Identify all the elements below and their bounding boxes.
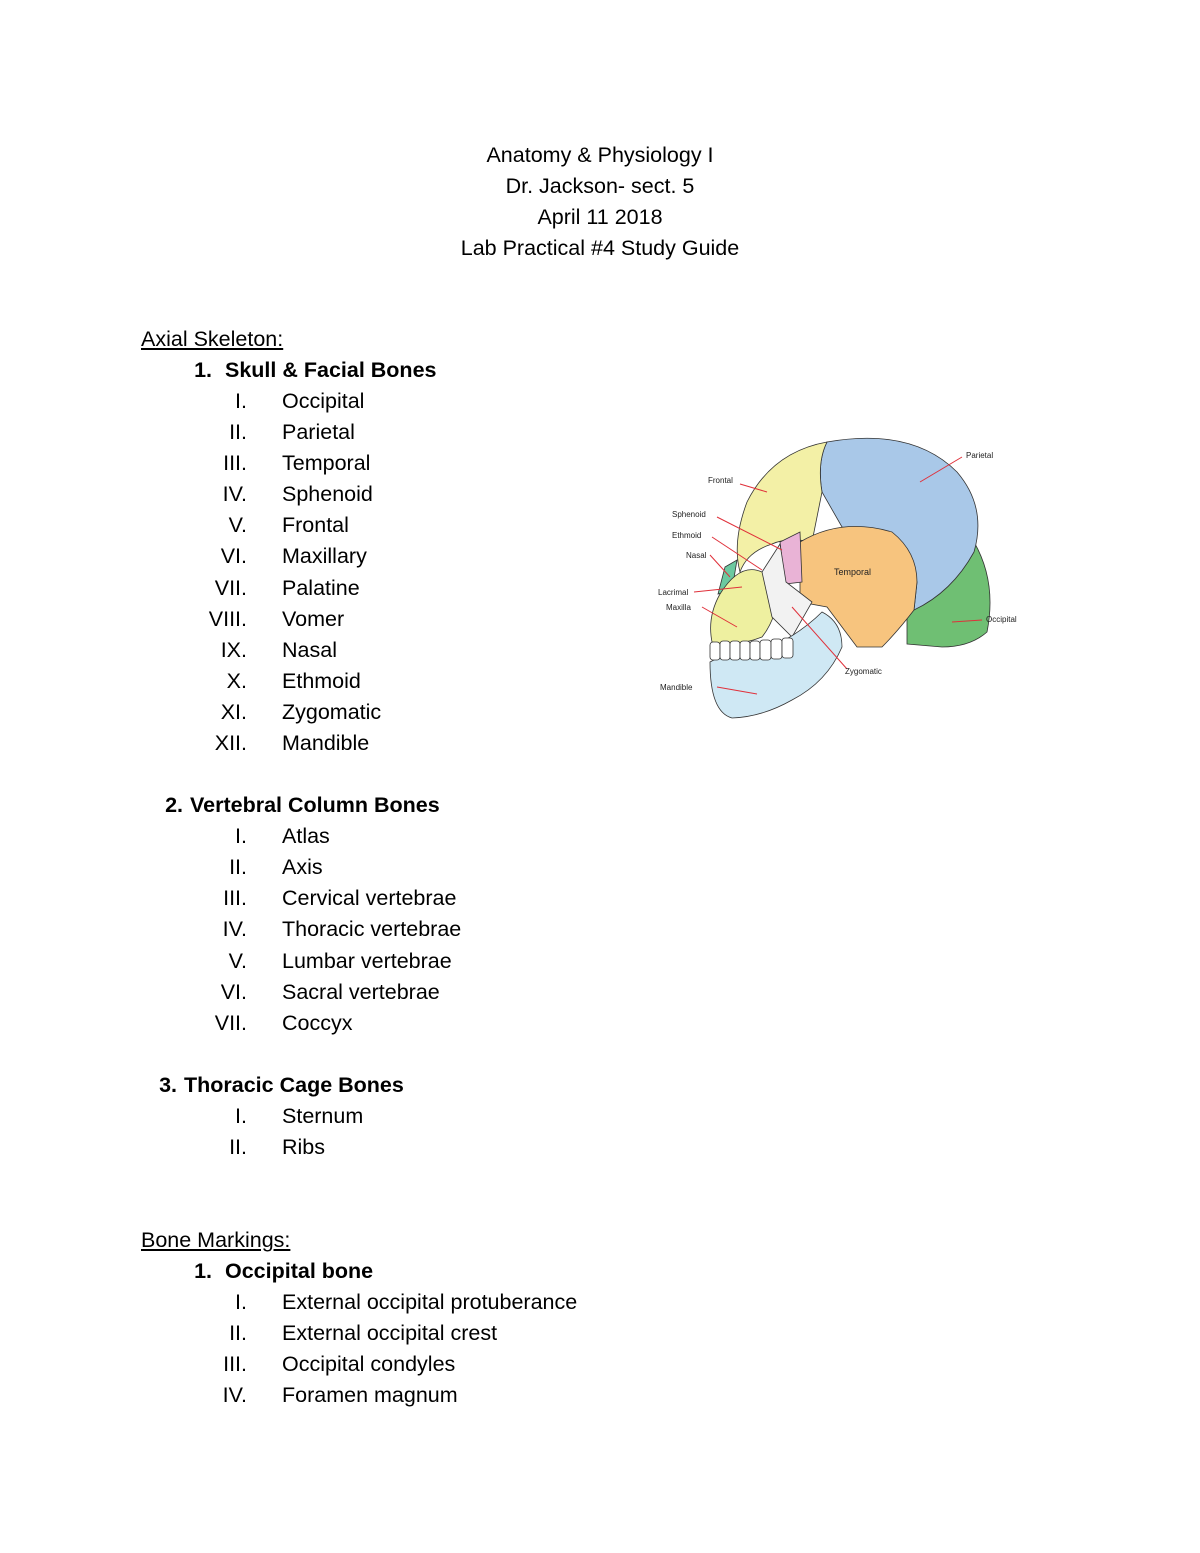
roman-numeral: VI. xyxy=(220,544,247,569)
label-sphenoid: Sphenoid xyxy=(672,510,706,519)
list-item xyxy=(141,697,461,728)
list-item xyxy=(141,914,461,945)
date-line: April 11 2018 xyxy=(537,205,663,229)
list-item xyxy=(141,510,461,541)
item-text: Occipital xyxy=(282,389,365,413)
axial-skeleton-heading: Axial Skeleton: xyxy=(141,327,284,351)
roman-numeral: I. xyxy=(235,824,247,849)
roman-numeral: VI. xyxy=(220,979,247,1004)
label-temporal: Temporal xyxy=(834,567,872,577)
item-text: Cervical vertebrae xyxy=(282,886,457,911)
label-zygomatic: Zygomatic xyxy=(845,667,882,676)
item-text: Sphenoid xyxy=(282,482,373,507)
roman-numeral: I. xyxy=(235,389,247,413)
document-header xyxy=(0,140,1200,264)
list-heading-skull xyxy=(141,355,461,386)
item-text: Parietal xyxy=(282,420,355,445)
item-text: Maxillary xyxy=(282,544,367,569)
item-text: Frontal xyxy=(282,513,349,538)
label-ethmoid: Ethmoid xyxy=(672,531,702,540)
roman-numeral: IV. xyxy=(222,1383,247,1408)
teeth xyxy=(710,638,793,660)
item-text: Vomer xyxy=(282,606,345,631)
list-item xyxy=(141,1318,577,1349)
item-text: Mandible xyxy=(282,731,370,756)
item-text: Axis xyxy=(282,855,323,880)
roman-numeral: I. xyxy=(235,1103,247,1128)
item-text: External occipital protuberance xyxy=(282,1290,578,1314)
list-item xyxy=(141,946,461,977)
list-number: 1. xyxy=(194,358,212,382)
item-text: Sternum xyxy=(282,1103,364,1128)
bone-markings-section xyxy=(141,1225,577,1411)
roman-numeral: II. xyxy=(229,420,247,445)
document-title: Lab Practical #4 Study Guide xyxy=(460,236,740,260)
vertebral-bones-list xyxy=(141,821,461,1039)
roman-numeral: VII. xyxy=(214,575,247,600)
occipital-markings-list xyxy=(141,1287,577,1411)
label-lacrimal: Lacrimal xyxy=(658,588,689,597)
item-text: External occipital crest xyxy=(282,1321,498,1346)
roman-numeral: IV. xyxy=(222,917,247,942)
list-item xyxy=(141,604,461,635)
list-heading-vertebral xyxy=(141,790,461,821)
list-item xyxy=(141,821,461,852)
list-item xyxy=(141,977,461,1008)
list-item xyxy=(141,417,461,448)
list-heading-occipital xyxy=(141,1256,577,1287)
skull-bones-list xyxy=(141,386,461,759)
list-title: Skull & Facial Bones xyxy=(225,358,437,382)
label-nasal: Nasal xyxy=(686,551,707,560)
item-text: Temporal xyxy=(282,451,371,476)
label-occipital: Occipital xyxy=(986,615,1017,624)
thoracic-bones-list xyxy=(141,1101,461,1163)
list-item xyxy=(141,573,461,604)
list-item xyxy=(141,883,461,914)
roman-numeral: IX. xyxy=(220,637,247,662)
bone-markings-heading: Bone Markings: xyxy=(141,1228,291,1252)
roman-numeral: I. xyxy=(235,1290,247,1314)
roman-numeral: II. xyxy=(229,855,247,880)
roman-numeral: VIII. xyxy=(208,606,247,631)
label-maxilla: Maxilla xyxy=(666,603,691,612)
label-parietal: Parietal xyxy=(966,451,994,460)
list-item xyxy=(141,635,461,666)
list-item xyxy=(141,386,461,417)
item-text: Lumbar vertebrae xyxy=(282,948,452,973)
roman-numeral: II. xyxy=(229,1321,247,1346)
list-item xyxy=(141,1132,461,1163)
roman-numeral: XI. xyxy=(220,699,247,724)
item-text: Ribs xyxy=(282,1134,326,1159)
item-text: Thoracic vertebrae xyxy=(282,917,462,942)
list-title: Vertebral Column Bones xyxy=(190,793,440,818)
list-title: Thoracic Cage Bones xyxy=(184,1072,404,1097)
list-item xyxy=(141,1008,461,1039)
list-title: Occipital bone xyxy=(225,1259,374,1283)
item-text: Zygomatic xyxy=(282,699,382,724)
label-frontal: Frontal xyxy=(708,476,733,485)
roman-numeral: III. xyxy=(223,451,247,476)
label-mandible: Mandible xyxy=(660,683,693,692)
item-text: Sacral vertebrae xyxy=(282,979,440,1004)
roman-numeral: II. xyxy=(229,1134,247,1159)
roman-numeral: V. xyxy=(228,948,247,973)
course-name: Anatomy & Physiology I xyxy=(486,143,714,167)
list-item xyxy=(141,448,461,479)
instructor-line: Dr. Jackson- sect. 5 xyxy=(505,174,695,198)
roman-numeral: VII. xyxy=(214,1010,247,1035)
list-item xyxy=(141,479,461,510)
item-text: Coccyx xyxy=(282,1010,353,1035)
roman-numeral: III. xyxy=(223,886,247,911)
roman-numeral: V. xyxy=(228,513,247,538)
roman-numeral: III. xyxy=(223,1352,247,1377)
item-text: Palatine xyxy=(282,575,360,600)
roman-numeral: XII. xyxy=(214,731,247,756)
skull-diagram xyxy=(652,432,1032,724)
axial-skeleton-section xyxy=(141,324,461,1163)
list-heading-thoracic xyxy=(141,1070,461,1101)
item-text: Occipital condyles xyxy=(282,1352,456,1377)
list-item xyxy=(141,1287,577,1318)
item-text: Nasal xyxy=(282,637,337,662)
list-item xyxy=(141,728,461,759)
list-item xyxy=(141,852,461,883)
list-item xyxy=(141,541,461,572)
list-number: 1. xyxy=(194,1259,212,1283)
list-item xyxy=(141,1380,577,1411)
roman-numeral: IV. xyxy=(222,482,247,507)
roman-numeral: X. xyxy=(226,668,247,693)
list-number: 2. xyxy=(165,793,183,818)
list-number: 3. xyxy=(159,1072,177,1097)
list-item xyxy=(141,666,461,697)
item-text: Atlas xyxy=(282,824,330,849)
item-text: Foramen magnum xyxy=(282,1383,458,1408)
item-text: Ethmoid xyxy=(282,668,361,693)
list-item xyxy=(141,1101,461,1132)
list-item xyxy=(141,1349,577,1380)
